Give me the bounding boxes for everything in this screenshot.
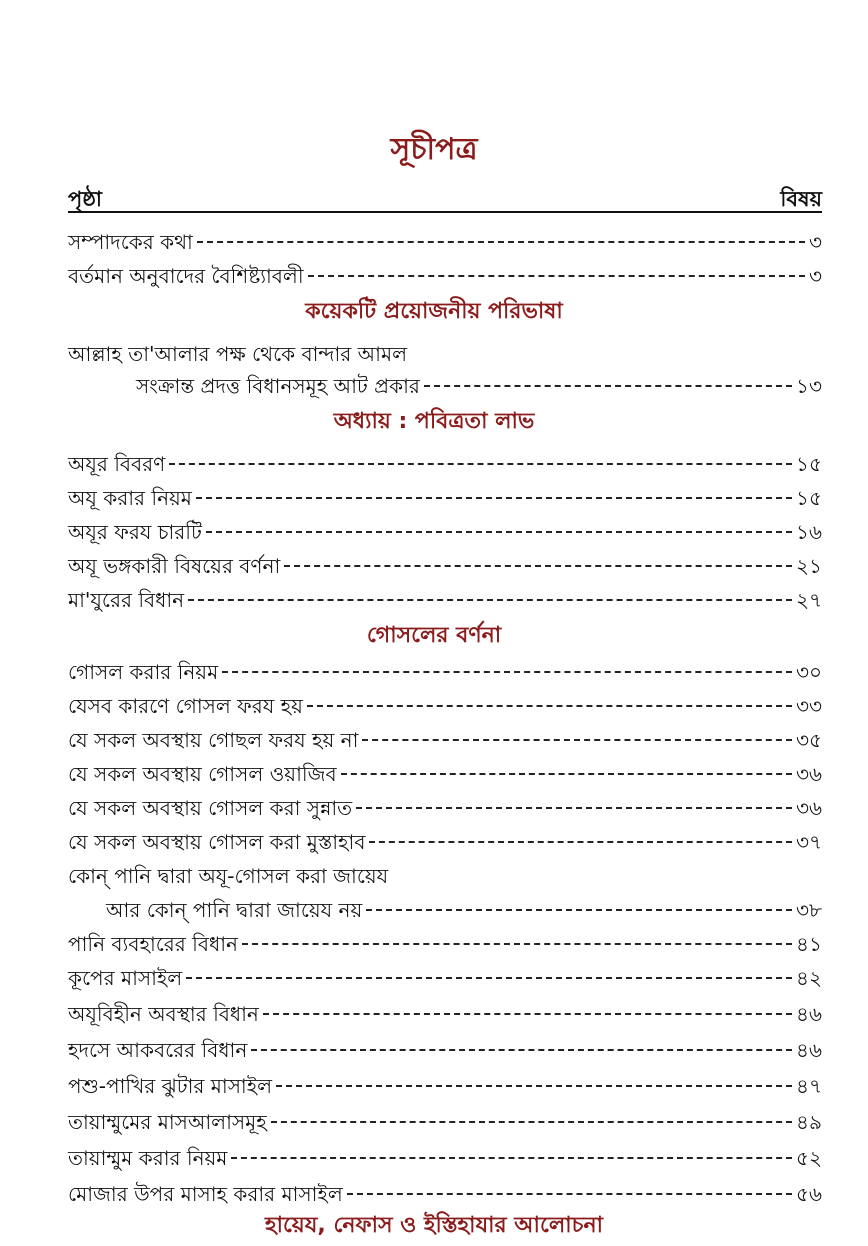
leader-dots xyxy=(188,599,792,601)
toc-entry-text: আর কোন্ পানি দ্বারা জায়েয নয় xyxy=(106,898,363,922)
leader-dots xyxy=(251,1049,792,1051)
toc-entry-page: ৩৭ xyxy=(795,830,822,854)
toc-entry xyxy=(68,1000,822,1032)
toc-entry-text: যেসব কারণে গোসল ফরয হয় xyxy=(68,694,303,718)
leader-dots xyxy=(424,385,792,387)
toc-entry-page: ২১ xyxy=(796,554,822,578)
header-rule xyxy=(68,211,822,213)
leader-dots xyxy=(341,773,792,775)
toc-entry-text: পানি ব্যবহারের বিধান xyxy=(68,932,238,956)
leader-dots xyxy=(263,1013,792,1015)
toc-entry-page: ৫৬ xyxy=(796,1182,822,1206)
toc-entry-page: ৩৬ xyxy=(795,796,822,820)
column-header-subject: বিষয় xyxy=(780,187,822,211)
column-header-page: পৃষ্ঠা xyxy=(68,187,103,211)
leader-dots xyxy=(169,463,792,465)
toc-entry-page: ১৩ xyxy=(796,374,822,398)
page-title: সূচীপত্র xyxy=(390,132,478,167)
toc-entry-text: যে সকল অবস্থায় গোছল ফরয হয় না xyxy=(68,728,359,752)
toc-entry-page: ৩৬ xyxy=(795,762,822,786)
leader-dots xyxy=(186,977,792,979)
toc-entry-page: ৪১ xyxy=(796,932,822,956)
toc-entry-text: কোন্ পানি দ্বারা অযূ-গোসল করা জায়েয xyxy=(68,864,389,888)
toc-entry-text: তায়াম্মুম করার নিয়ম xyxy=(68,1146,228,1170)
toc-entry-page: ৩৫ xyxy=(796,728,822,752)
toc-entry xyxy=(106,896,822,928)
toc-entry xyxy=(68,964,822,996)
leader-dots xyxy=(308,275,805,277)
toc-entry xyxy=(68,262,822,294)
toc-entry xyxy=(68,484,822,516)
leader-dots xyxy=(206,531,792,533)
toc-entry-page: ১৬ xyxy=(796,520,822,544)
toc-entry-page: ৫২ xyxy=(796,1146,822,1170)
leader-dots xyxy=(222,671,792,673)
leader-dots xyxy=(197,241,805,243)
toc-entry-page: ৪২ xyxy=(796,966,822,990)
toc-entry-text: সম্পাদকের কথা xyxy=(68,230,193,254)
toc-entry xyxy=(68,828,822,860)
toc-entry-page: ৩০ xyxy=(795,660,822,684)
toc-entry-page: ৪৯ xyxy=(796,1110,822,1134)
toc-entry-text: আল্লাহ তা'আলার পক্ষ থেকে বান্দার আমল xyxy=(68,342,407,366)
toc-entry-text: পশু-পাখির ঝুটার মাসাইল xyxy=(68,1074,273,1098)
toc-entry-page: ৩ xyxy=(808,230,822,254)
toc-entry xyxy=(68,692,822,724)
toc-entry-text: কূপের মাসাইল xyxy=(68,966,183,990)
toc-entry-page: ৪৬ xyxy=(796,1002,822,1026)
toc-entry-page: ২৭ xyxy=(795,588,822,612)
toc-entry-text: সংক্রান্ত প্রদত্ত বিধানসমূহ আট প্রকার xyxy=(136,374,420,398)
section-heading: অধ্যায় : পবিত্রতা লাভ xyxy=(333,409,535,434)
toc-entry xyxy=(68,930,822,962)
toc-entry xyxy=(68,1072,822,1104)
toc-entry-text: গোসল করার নিয়ম xyxy=(68,660,219,684)
toc-entry-page: ৩৮ xyxy=(796,898,822,922)
toc-entry xyxy=(68,552,822,584)
toc-entry-text: অযূবিহীন অবস্থার বিধান xyxy=(68,1002,259,1026)
toc-entry-text: অযূর বিবরণ xyxy=(68,452,166,476)
toc-entry-text: অযূর ফরয চারটি xyxy=(68,520,202,544)
toc-entry-text: যে সকল অবস্থায় গোসল করা মুস্তাহাব xyxy=(68,830,366,854)
toc-entry xyxy=(68,1108,822,1140)
toc-entry-page: ৪৭ xyxy=(796,1074,822,1098)
section-heading: কয়েকটি প্রয়োজনীয় পরিভাষা xyxy=(305,299,563,324)
leader-dots xyxy=(362,739,792,741)
leader-dots xyxy=(307,705,792,707)
leader-dots xyxy=(242,943,792,945)
toc-entry-text: যে সকল অবস্থায় গোসল ওয়াজিব xyxy=(68,762,337,786)
toc-entry-page: ৩ xyxy=(808,264,822,288)
toc-entry-text: অযূ ভঙ্গকারী বিষয়ের বর্ণনা xyxy=(68,554,281,578)
toc-entry-text: মা'যুরের বিধান xyxy=(68,588,185,612)
leader-dots xyxy=(284,565,792,567)
toc-entry-page: ৪৬ xyxy=(796,1038,822,1062)
leader-dots xyxy=(276,1085,792,1087)
toc-entry xyxy=(68,518,822,550)
toc-entry xyxy=(68,450,822,482)
toc-entry-text: হদসে আকবরের বিধান xyxy=(68,1038,248,1062)
toc-entry xyxy=(68,228,822,260)
toc-entry-page: ৩৩ xyxy=(795,694,822,718)
leader-dots xyxy=(196,497,792,499)
toc-entry-page: ১৫ xyxy=(796,486,822,510)
toc-entry-text: তায়াম্মুমের মাসআলাসমূহ xyxy=(68,1110,267,1134)
toc-entry xyxy=(68,726,822,758)
toc-entry-page: ১৫ xyxy=(796,452,822,476)
section-heading: হায়েয, নেফাস ও ইস্তিহাযার আলোচনা xyxy=(265,1213,603,1238)
toc-entry xyxy=(68,586,822,618)
leader-dots xyxy=(356,807,792,809)
toc-entry xyxy=(68,1144,822,1176)
toc-entry xyxy=(136,372,822,404)
toc-entry-text: মোজার উপর মাসাহ করার মাসাইল xyxy=(68,1182,343,1206)
toc-entry xyxy=(68,760,822,792)
toc-entry-text: অযূ করার নিয়ম xyxy=(68,486,192,510)
leader-dots xyxy=(231,1157,792,1159)
leader-dots xyxy=(347,1193,792,1195)
toc-entry xyxy=(68,794,822,826)
toc-entry xyxy=(68,1036,822,1068)
leader-dots xyxy=(366,909,792,911)
toc-entry-text: যে সকল অবস্থায় গোসল করা সুন্নাত xyxy=(68,796,353,820)
toc-entry-text: বর্তমান অনুবাদের বৈশিষ্ট্যাবলী xyxy=(68,264,304,288)
toc-entry xyxy=(68,658,822,690)
leader-dots xyxy=(271,1121,792,1123)
leader-dots xyxy=(369,841,792,843)
section-heading: গোসলের বর্ণনা xyxy=(366,623,502,648)
